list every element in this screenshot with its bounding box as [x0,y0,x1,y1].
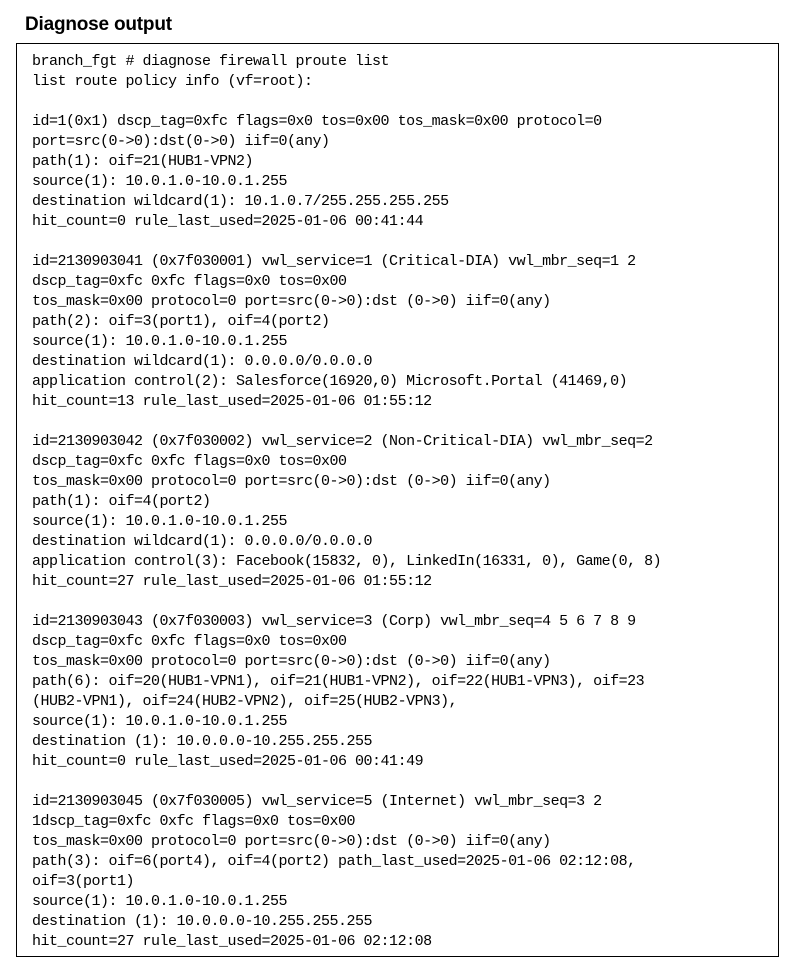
output-line: tos_mask=0x00 protocol=0 port=src(0->0):dst (0->0) iif=0(any) [32,473,551,490]
output-line [32,92,778,112]
output-line: tos_mask=0x00 protocol=0 port=src(0->0):dst (0->0) iif=0(any) [32,293,551,310]
output-line: hit_count=0 rule_last_used=2025-01-06 00:41:44 [32,213,424,230]
output-line: tos_mask=0x00 protocol=0 port=src(0->0):dst (0->0) iif=0(any) [32,653,551,670]
output-line [32,232,778,252]
output-line: source(1): 10.0.1.0-10.0.1.255 [32,513,288,530]
output-line: path(2): oif=3(port1), oif=4(port2) [32,313,330,330]
output-line: port=src(0->0):dst(0->0) iif=0(any) [32,133,330,150]
output-line: dscp_tag=0xfc 0xfc flags=0x0 tos=0x00 [32,273,347,290]
output-line: tos_mask=0x00 protocol=0 port=src(0->0):dst (0->0) iif=0(any) [32,833,551,850]
output-line: (HUB2-VPN1), oif=24(HUB2-VPN2), oif=25(HUB2-VPN3), [32,693,458,710]
output-line: destination wildcard(1): 0.0.0.0/0.0.0.0 [32,353,373,370]
output-line: 1dscp_tag=0xfc 0xfc flags=0x0 tos=0x00 [32,813,356,830]
output-line: id=2130903043 (0x7f030003) vwl_service=3 (Corp) vwl_mbr_seq=4 5 6 7 8 9 [32,613,636,630]
output-line: application control(3): Facebook(15832, 0), LinkedIn(16331, 0), Game(0, 8) [32,553,662,570]
output-line: path(6): oif=20(HUB1-VPN1), oif=21(HUB1-VPN2), oif=22(HUB1-VPN3), oif=23 [32,673,645,690]
output-line: dscp_tag=0xfc 0xfc flags=0x0 tos=0x00 [32,633,347,650]
output-line: id=2130903045 (0x7f030005) vwl_service=5 (Internet) vwl_mbr_seq=3 2 [32,793,602,810]
output-line: path(1): oif=4(port2) [32,493,211,510]
output-line: source(1): 10.0.1.0-10.0.1.255 [32,893,288,910]
output-line: path(3): oif=6(port4), oif=4(port2) path_last_used=2025-01-06 02:12:08, [32,853,636,870]
output-line: id=2130903042 (0x7f030002) vwl_service=2 (Non-Critical-DIA) vwl_mbr_seq=2 [32,433,653,450]
output-line: dscp_tag=0xfc 0xfc flags=0x0 tos=0x00 [32,453,347,470]
output-line [32,592,778,612]
page-title: Diagnose output [25,14,172,35]
output-line: id=1(0x1) dscp_tag=0xfc flags=0x0 tos=0x00 tos_mask=0x00 protocol=0 [32,113,602,130]
output-line: list route policy info (vf=root): [32,73,313,90]
output-line: path(1): oif=21(HUB1-VPN2) [32,153,254,170]
output-line [32,412,778,432]
output-line: oif=3(port1) [32,873,135,890]
output-line: hit_count=27 rule_last_used=2025-01-06 01:55:12 [32,573,432,590]
output-line: source(1): 10.0.1.0-10.0.1.255 [32,173,288,190]
output-line [32,772,778,792]
output-line: destination (1): 10.0.0.0-10.255.255.255 [32,913,373,930]
output-line: source(1): 10.0.1.0-10.0.1.255 [32,333,288,350]
output-line: branch_fgt # diagnose firewall proute list [32,53,390,70]
output-line: destination wildcard(1): 10.1.0.7/255.255.255.255 [32,193,449,210]
output-line: destination (1): 10.0.0.0-10.255.255.255 [32,733,373,750]
output-line: source(1): 10.0.1.0-10.0.1.255 [32,713,288,730]
output-line: hit_count=13 rule_last_used=2025-01-06 01:55:12 [32,393,432,410]
output-line: hit_count=0 rule_last_used=2025-01-06 00:41:49 [32,753,424,770]
output-line: application control(2): Salesforce(16920,0) Microsoft.Portal (41469,0) [32,373,628,390]
output-line: hit_count=27 rule_last_used=2025-01-06 02:12:08 [32,933,432,950]
output-line: destination wildcard(1): 0.0.0.0/0.0.0.0 [32,533,373,550]
diagnose-output-box [16,43,779,957]
output-line: id=2130903041 (0x7f030001) vwl_service=1 (Critical-DIA) vwl_mbr_seq=1 2 [32,253,636,270]
